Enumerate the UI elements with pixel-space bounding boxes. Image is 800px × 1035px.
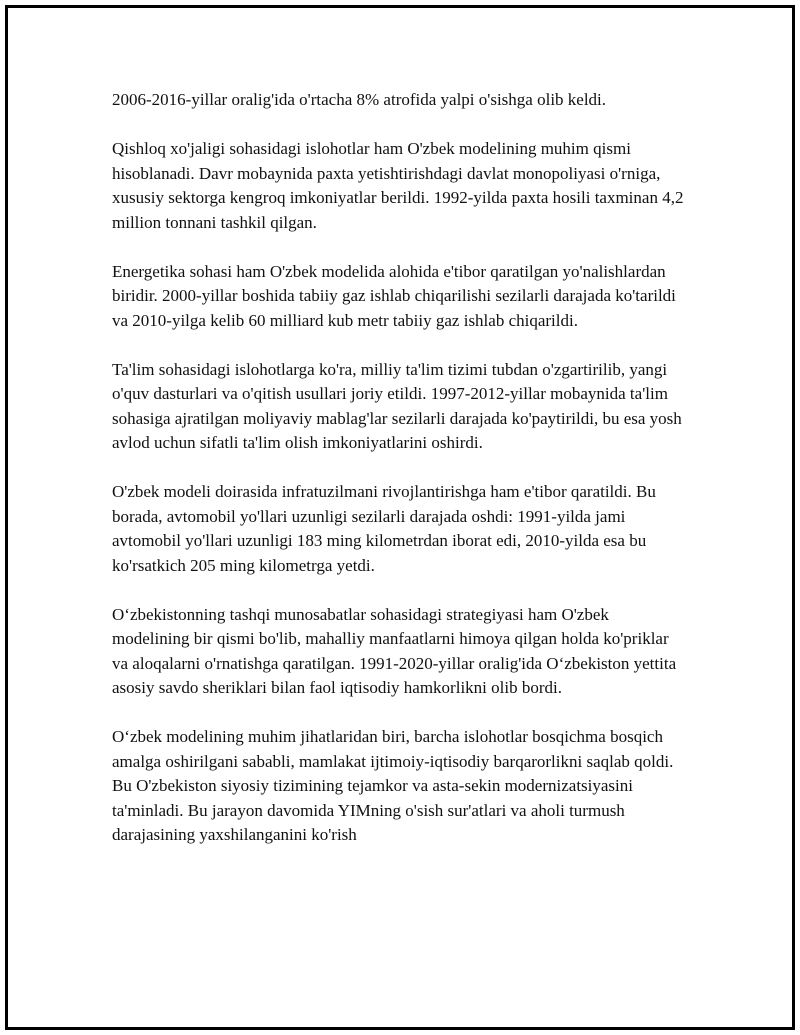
document-body xyxy=(112,88,686,848)
paragraph-foreign-relations: O‘zbekistonning tashqi munosabatlar sohasidagi strategiyasi ham O'zbek modelining bir qismi bo'lib, mahalliy manfaatlarni himoya qilgan holda ko'priklar va aloqalarni o'rnatishga qaratilgan. 1991-2020-yillar oralig'ida O‘zbekiston yettita asosiy savdo sheriklari bilan faol iqtisodiy hamkorlikni olib bordi. xyxy=(112,604,677,697)
paragraph-education: Ta'lim sohasidagi islohotlarga ko'ra, milliy ta'lim tizimi tubdan o'zgartirilib, yangi o'quv dasturlari va o'qitish usullari joriy etildi. 1997-2012-yillar mobaynida ta'lim sohasiga ajratilgan moliyaviy mablag'lar sezilarli darajada ko'paytirildi, bu esa yosh avlod uchun sifatli ta'lim olish imkoniyatlarini oshirdi. xyxy=(112,359,682,452)
paragraph-gradual-reforms: O‘zbek modelining muhim jihatlaridan biri, barcha islohotlar bosqichma bosqich amalga oshirilgani sababli, mamlakat ijtimoiy-iqtisodiy barqarorlikni saqlab qoldi. Bu O'zbekiston siyosiy tizimining tejamkor va asta-sekin modernizatsiyasini ta'minladi. Bu jarayon davomida YIMning o'sish sur'atlari va aholi turmush darajasining yaxshilanganini ko'rish xyxy=(112,727,674,844)
paragraph-agriculture: Qishloq xo'jaligi sohasidagi islohotlar ham O'zbek modelining muhim qismi hisoblanadi. Davr mobaynida paxta yetishtirishdagi davlat monopoliyasi o'rniga, xususiy sektorga kengroq imkoniyatlar berildi. 1992-yilda paxta hosili taxminan 4,2 million tonnani tashkil qilgan. xyxy=(112,139,684,232)
paragraph-infrastructure: O'zbek modeli doirasida infratuzilmani rivojlantirishga ham e'tibor qaratildi. Bu borada, avtomobil yo'llari uzunligi sezilarli darajada oshdi: 1991-yilda jami avtomobil yo'llari uzunligi 183 ming kilometrdan iborat edi, 2010-yilda esa bu ko'rsatkich 205 ming kilometrga yetdi. xyxy=(112,482,656,575)
paragraph-energy: Energetika sohasi ham O'zbek modelida alohida e'tibor qaratilgan yo'nalishlardan biridir. 2000-yillar boshida tabiiy gaz ishlab chiqarilishi sezilarli darajada ko'tarildi va 2010-yilga kelib 60 milliard kub metr tabiiy gaz ishlab chiqarildi. xyxy=(112,261,676,330)
paragraph-gdp-growth: 2006-2016-yillar oralig'ida o'rtacha 8% atrofida yalpi o'sishga olib keldi. xyxy=(112,90,607,109)
